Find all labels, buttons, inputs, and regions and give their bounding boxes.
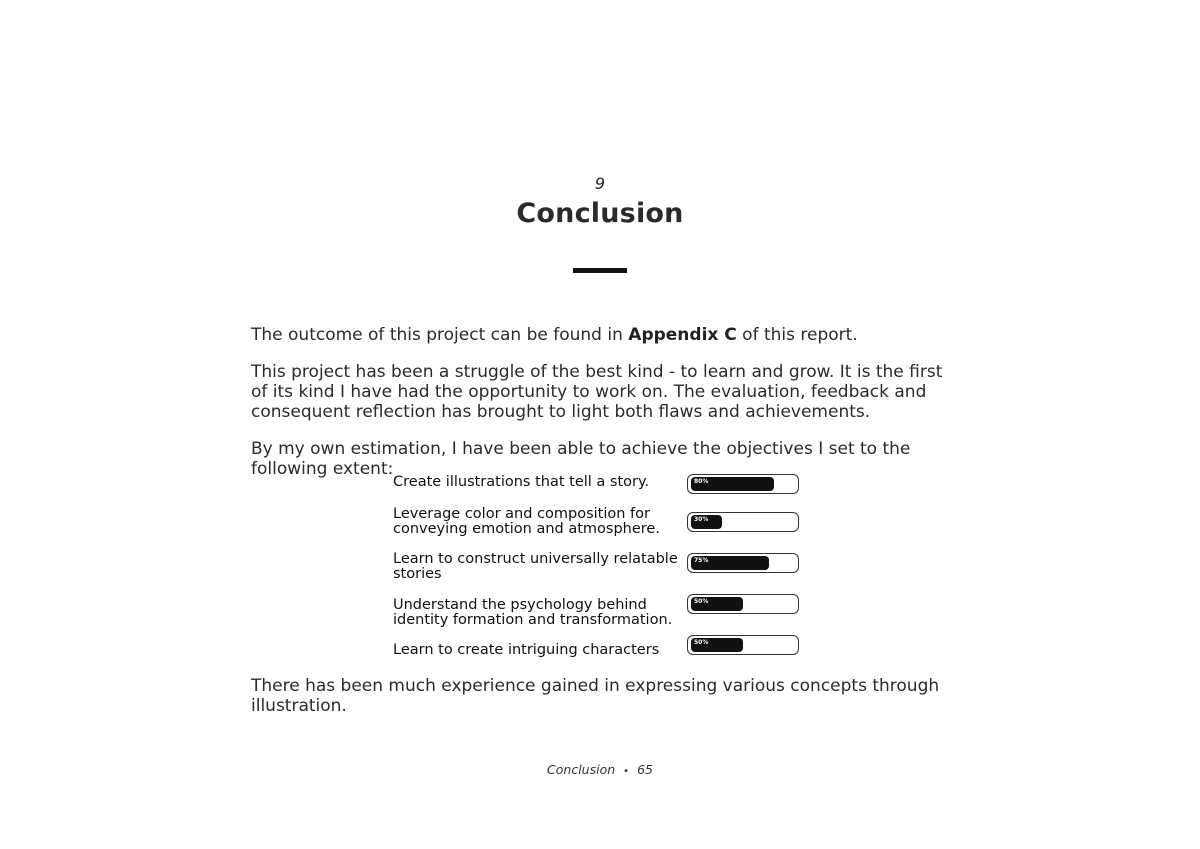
progress-bar: [687, 512, 799, 532]
paragraph-outcome: [251, 325, 956, 345]
progress-percent: 50%: [694, 639, 709, 646]
objective-label: Learn to construct universally relatable stories: [393, 551, 678, 582]
paragraph-struggle: This project has been a struggle of the best kind - to learn and grow. It is the first of its kind I have had the opportunity to work on. The evaluation, feedback and consequent reflection has brought to light both flaws and achievements.: [251, 362, 943, 422]
progress-percent: 80%: [694, 478, 709, 485]
progress-percent: 75%: [694, 557, 709, 564]
paragraph-outcome-end: of this report.: [736, 325, 858, 345]
progress-bar: [687, 594, 799, 614]
progress-percent: 50%: [694, 598, 709, 605]
objective-label: Leverage color and composition for conveying emotion and atmosphere.: [393, 506, 660, 537]
objective-label: Learn to create intriguing characters: [393, 642, 660, 658]
title-divider: [573, 268, 627, 273]
paragraph-outcome-start: The outcome of this project can be found in: [251, 325, 629, 345]
footer-section: Conclusion: [547, 762, 616, 777]
objective-label: Understand the psychology behind identity formation and transformation.: [393, 597, 673, 628]
progress-bar: [687, 553, 799, 573]
appendix-reference: Appendix C: [628, 325, 737, 345]
footer-separator: •: [623, 766, 630, 777]
progress-bar: [687, 635, 799, 655]
objective-label: Create illustrations that tell a story.: [393, 474, 650, 490]
paragraph-estimation: By my own estimation, I have been able to achieve the objectives I set to the following extent:: [251, 439, 911, 479]
progress-percent: 30%: [694, 516, 709, 523]
progress-bar: [687, 474, 799, 494]
page-number: 65: [637, 762, 653, 777]
paragraph-experience: There has been much experience gained in expressing various concepts through illustration.: [251, 676, 940, 716]
page-footer: [0, 762, 1200, 777]
chapter-number: 9: [594, 174, 606, 193]
page-title: Conclusion: [516, 198, 684, 229]
